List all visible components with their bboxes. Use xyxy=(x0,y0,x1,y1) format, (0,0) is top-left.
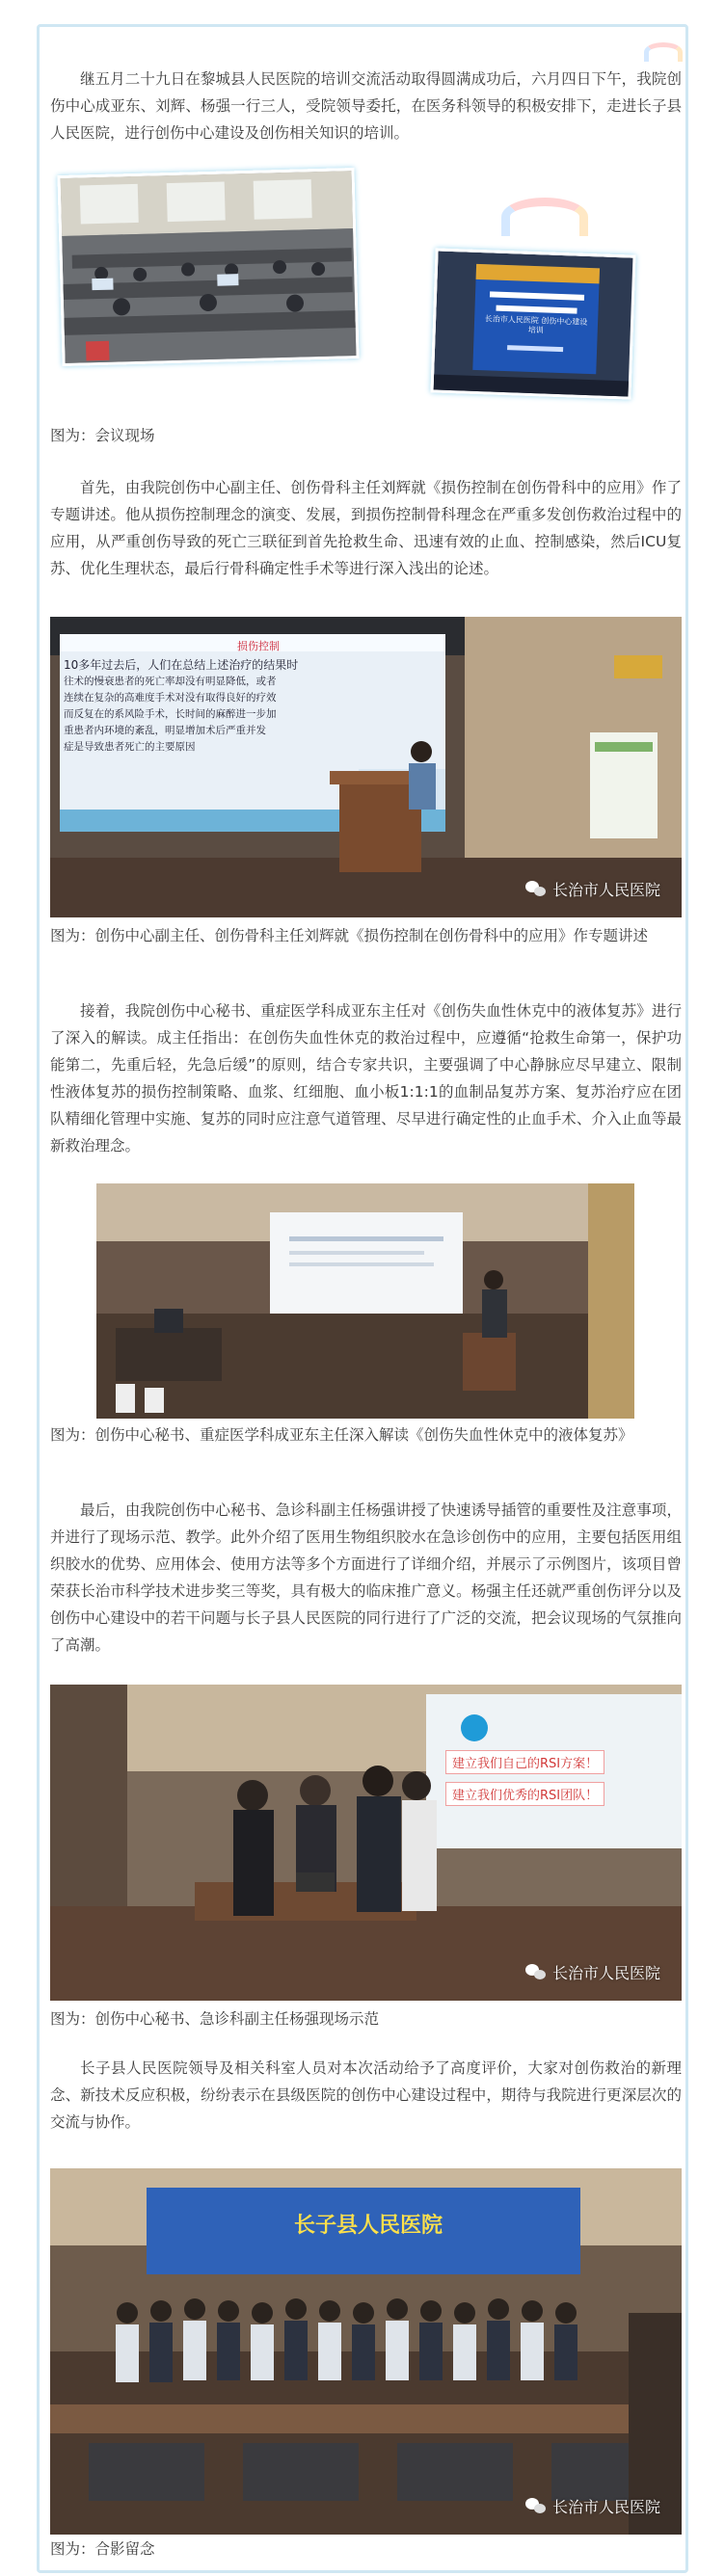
photo-cheng-yadong-lecture xyxy=(96,1183,634,1419)
slide-line: 症是导致患者死亡的主要原因 xyxy=(64,741,196,753)
caption-yang-qiang: 图为：创伤中心秘书、急诊科副主任杨强现场示范 xyxy=(50,2010,380,2028)
watermark xyxy=(525,878,660,900)
photo-group xyxy=(50,2168,682,2535)
slide-line: 往术的慢衰患者的死亡率却没有明显降低，或者 xyxy=(64,676,277,687)
slide-title: 损伤控制 xyxy=(237,640,280,652)
slide-rsi xyxy=(445,1750,672,1806)
caption-meeting: 图为：会议现场 xyxy=(50,427,155,444)
paragraph-liu-hui: 首先，由我院创伤中心副主任、创伤骨科主任刘辉就《损伤控制在创伤骨科中的应用》作了专题讲述。他从损伤控制理念的演变、发展，到损伤控制骨科理念在严重多发创伤救治过程中的应用，从严重创伤导致的死亡三联征到首先抢救生命、迅速有效的止血、控制感染，然后ICU复苏、优化生理状态，最后行骨科确定性手术等进行深入浅出的论述。 xyxy=(50,479,682,577)
watermark-text: 长治市人民医院 xyxy=(551,1964,660,1982)
slide-liu-hui xyxy=(64,640,353,756)
small-slide-text: 长治市人民医院 创伤中心建设培训 xyxy=(484,314,588,335)
slide-line: 重患者内环境的紊乱，明显增加术后严重并发 xyxy=(64,725,266,736)
caption-group: 图为：合影留念 xyxy=(50,2540,155,2558)
wechat-icon xyxy=(525,881,547,898)
rainbow-decoration xyxy=(501,198,588,236)
paragraph-intro: 继五月二十九日在黎城县人民医院的培训交流活动取得圆满成功后，六月四日下午，我院创伤中心成亚东、刘辉、杨强一行三人，受院领导委托，在医务科领导的积极安排下，走进长子县人民医院，进行创伤中心建设及创伤相关知识的培训。 xyxy=(50,70,682,142)
photo-opening-slide xyxy=(430,248,635,399)
photo-meeting-room xyxy=(57,168,359,366)
group-banner: 长子县人民医院 xyxy=(293,2214,443,2238)
slide-rsi-line1: 建立我们自己的RSI方案！ xyxy=(445,1750,604,1774)
paragraph-cheng-yadong: 接着，我院创伤中心秘书、重症医学科成亚东主任对《创伤失血性休克中的液体复苏》进行了深入的解读。成主任指出：在创伤失血性休克的救治过程中，应遵循“抢救生命第一，保护功能第二，先重后轻，先急后缓”的原则，结合专家共识，主要强调了中心静脉应尽早建立、限制性液体复苏的损伤控制策略、血浆、红细胞、血小板1:1:1的血制品复苏方案、复苏治疗应在团队精细化管理中实施、复苏的同时应注意气道管理、尽早进行确定性的止血手术、介入止血等最新救治理念。 xyxy=(50,1002,682,1155)
photo-yang-qiang-demo xyxy=(50,1685,682,2001)
caption-liu-hui: 图为：创伤中心副主任、创伤骨科主任刘辉就《损伤控制在创伤骨科中的应用》作专题讲述 xyxy=(50,927,649,944)
wechat-icon xyxy=(525,1964,547,1981)
watermark xyxy=(525,1961,660,1983)
paragraph-yang-qiang: 最后，由我院创伤中心秘书、急诊科副主任杨强讲授了快速诱导插管的重要性及注意事项，并进行了现场示范、教学。此外介绍了医用生物组织胶水在急诊创伤中的应用，主要包括医用组织胶水的优势、应用体会、使用方法等多个方面进行了详细介绍，并展示了示例图片，该项目曾荣获长治市科学技术进步奖三等奖，具有极大的临床推广意义。杨强主任还就严重创伤评分以及创伤中心建设中的若干问题与长子县人民医院的同行进行了广泛的交流，把会议现场的气氛推向了高潮。 xyxy=(50,1501,682,1654)
wechat-icon xyxy=(525,2498,547,2515)
slide-line: 而反复在的系风险手术，长时间的麻醉进一步加 xyxy=(64,708,277,720)
watermark-text: 长治市人民医院 xyxy=(551,881,660,899)
photo-liu-hui-lecture xyxy=(50,617,682,917)
slide-line: 10多年过去后，人们在总结上述治疗的结果时 xyxy=(64,658,299,672)
slide-rsi-line2: 建立我们优秀的RSI团队！ xyxy=(445,1782,604,1806)
slide-line: 连续在复杂的高难度手术对没有取得良好的疗效 xyxy=(64,692,277,704)
watermark-text: 长治市人民医院 xyxy=(551,2498,660,2516)
caption-cheng-yadong: 图为：创伤中心秘书、重症医学科成亚东主任深入解读《创伤失血性休克中的液体复苏》 xyxy=(50,1426,633,1444)
rainbow-decoration xyxy=(644,42,683,62)
paragraph-feedback: 长子县人民医院领导及相关科室人员对本次活动给予了高度评价，大家对创伤救治的新理念、新技术反应积极，纷纷表示在县级医院的创伤中心建设过程中，期待与我院进行更深层次的交流与协作。 xyxy=(50,2059,682,2131)
watermark xyxy=(525,2495,660,2517)
